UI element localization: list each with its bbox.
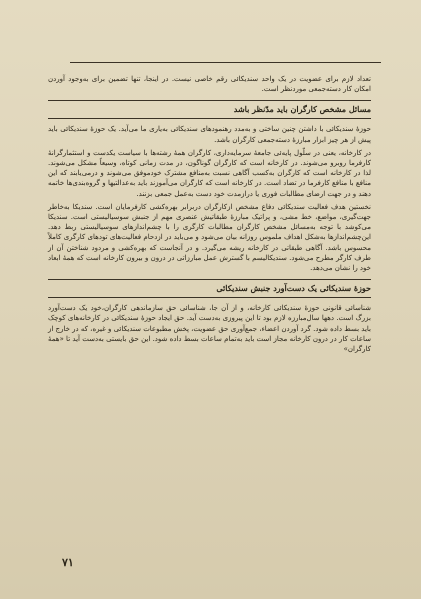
section-heading-union-cell: حوزهٔ سندیکائی یک دست‌آورد جنبش سندیکائی — [48, 279, 371, 298]
section-heading-specific-issues: مسائل مشخص کارگران باید مدّنظر باشد — [48, 100, 371, 119]
paragraph: در کارخانه، یعنی در سلّول پایه‌ئی جامعهٔ سرمایه‌داری، کارگران همهٔ رشته‌ها با سیاست یکدست و استثمارگرانهٔ کارفرما روبرو می‌شوند. در کارخانه است که کارگران گوناگون، در مدت زمانی کوتاه، وسیعاً مشکل می‌شوند. لذا در کارخانه است که کارگران به‌کسب آگاهی نسبت به‌منافع مشترک خودموفق می‌شوند و درمی‌یابند که این منافع با منافع کارفرما در تضاد است. در کارخانه است که کارگران می‌آموزند باید به‌عدالتیها و گروه‌بندی‌ها خاتمه دهند و در جهت ارضای مطالبات فوری یا درازمدت خود دست به‌عمل جمعی بزنند. — [48, 148, 371, 198]
page-number: ۷۱ — [62, 556, 74, 569]
paragraph: شناسائی قانونی حوزهٔ سندیکائی کارخانه، و از آن جا، شناسائی حق سازماندهی کارگران،خود یک دست‌آورد بزرگ است. دهها سال‌مبارزه لازم بود تا این پیروزی به‌دست آید. حق ایجاد حوزهٔ سندیکائی در کارخانه‌های کوچک باید بسط داده شود. گرد آوردن اعضاء، جمع‌آوری حق عضویت، پخش مطبوعات سندیکائی و غیره، که در خارج از ساعات کار در درون کارخانه مجاز است باید به‌تمام ساعات بسط داده شود. این حق بایستی به‌دست آید تا «همهٔ کارگران» — [48, 304, 371, 354]
page-body — [48, 74, 371, 571]
paragraph: نخستین هدف فعالیت سندیکائی دفاع مشخص ازکارگران دربرابر بهره‌کشی کارفرمایان است. سندیکا به‌خاطر جهت‌گیری، مواضع، خط مشی، و پراتیک مبارزهٔ طبقاتیش عنصری مهم از جنبش سوسیالیستی است. سندیکا می‌کوشد با توجه به‌مسائل مشخص کارگران مطالبات کارگری را با چشم‌اندازهای سوسیالیستی ربط دهد. این‌چشم‌اندازها به‌شکل اهداف ملموس روزانه بیان می‌شود و می‌باید در ازدحام فعالیت‌های تودهای کارگری کاملاً محسوس باشد. آگاهی طبقاتی در کارخانه ریشه می‌گیرد. و در آنجاست که بهره‌کشی و مردود شناختن آن از طرف کارگر مطرح می‌شود. سندیکالیسم با گسترش عمل مبارزاتی در درون و بیرون کارخانه است که همهٔ ابعاد خود را نشان می‌دهد. — [48, 202, 371, 273]
paragraph: حوزهٔ سندیکائی با داشتن چنین ساختی و به‌مدد رهنمودهای سندیکائی به‌یاری ما می‌آید. یک حوزهٔ سندیکائی باید پیش از هر چیز ابزار مبارزهٔ دسته‌جمعی کارگران باشد. — [48, 125, 371, 144]
top-rule — [70, 62, 381, 63]
intro-paragraph: تعداد لازم برای عضویت در یک واحد سندیکائی رقم خاصی نیست. در اینجا، تنها تضمین برای به‌وجود آوردن امکان کار دسته‌جمعی موردنظر است. — [48, 75, 371, 94]
